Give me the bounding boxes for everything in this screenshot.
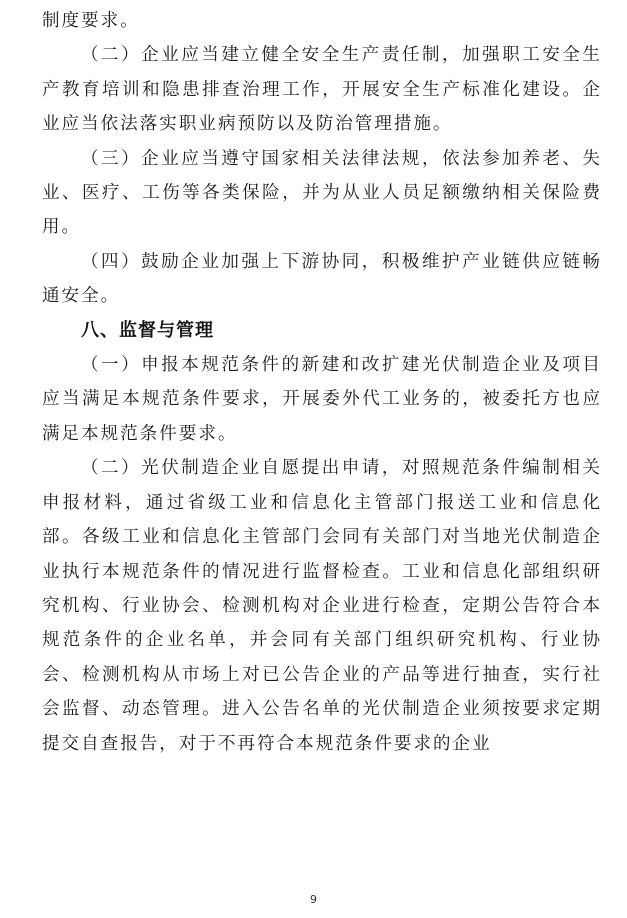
section-heading: 八、监督与管理 — [81, 319, 214, 341]
paragraph-supply-chain: （四）鼓励企业加强上下游协同，积极维护产业链供应链畅通安全。 — [42, 251, 602, 307]
paragraph-supervision-process: （二）光伏制造企业自愿提出申请，对照规范条件编制相关申报材料，通过省级工业和信息化主管部门报送工业和信息化部。各级工业和信息化主管部门会同有关部门对当地光伏制造企业执行本规范条件的情况进行监督检查。工业和信息化部组织研究机构、行业协会、检测机构对企业进行检查，定期公告符合本规范条件的企业名单，并会同有关部门组织研究机构、行业协会、检测机构从市场上对已公告企业的产品等进行抽查，实行社会监督、动态管理。进入公告名单的光伏制造企业须按要求定期提交自查报告，对于不再符合本规范条件要求的企业 — [42, 458, 602, 754]
paragraph-continuation: 制度要求。 — [42, 11, 140, 31]
document-body — [42, 4, 602, 761]
paragraph-insurance: （三）企业应当遵守国家相关法律法规，依法参加养老、失业、医疗、工伤等各类保险，并为从业人员足额缴纳相关保险费用。 — [42, 148, 602, 238]
paragraph-application-scope: （一）申报本规范条件的新建和改扩建光伏制造企业及项目应当满足本规范条件要求，开展委外代工业务的，被委托方也应满足本规范条件要求。 — [42, 355, 602, 444]
page-number: 9 — [310, 893, 317, 906]
paragraph-safety-production: （二）企业应当建立健全安全生产责任制，加强职工安全生产教育培训和隐患排查治理工作，开展安全生产标准化建设。企业应当依法落实职业病预防以及防治管理措施。 — [42, 45, 602, 135]
